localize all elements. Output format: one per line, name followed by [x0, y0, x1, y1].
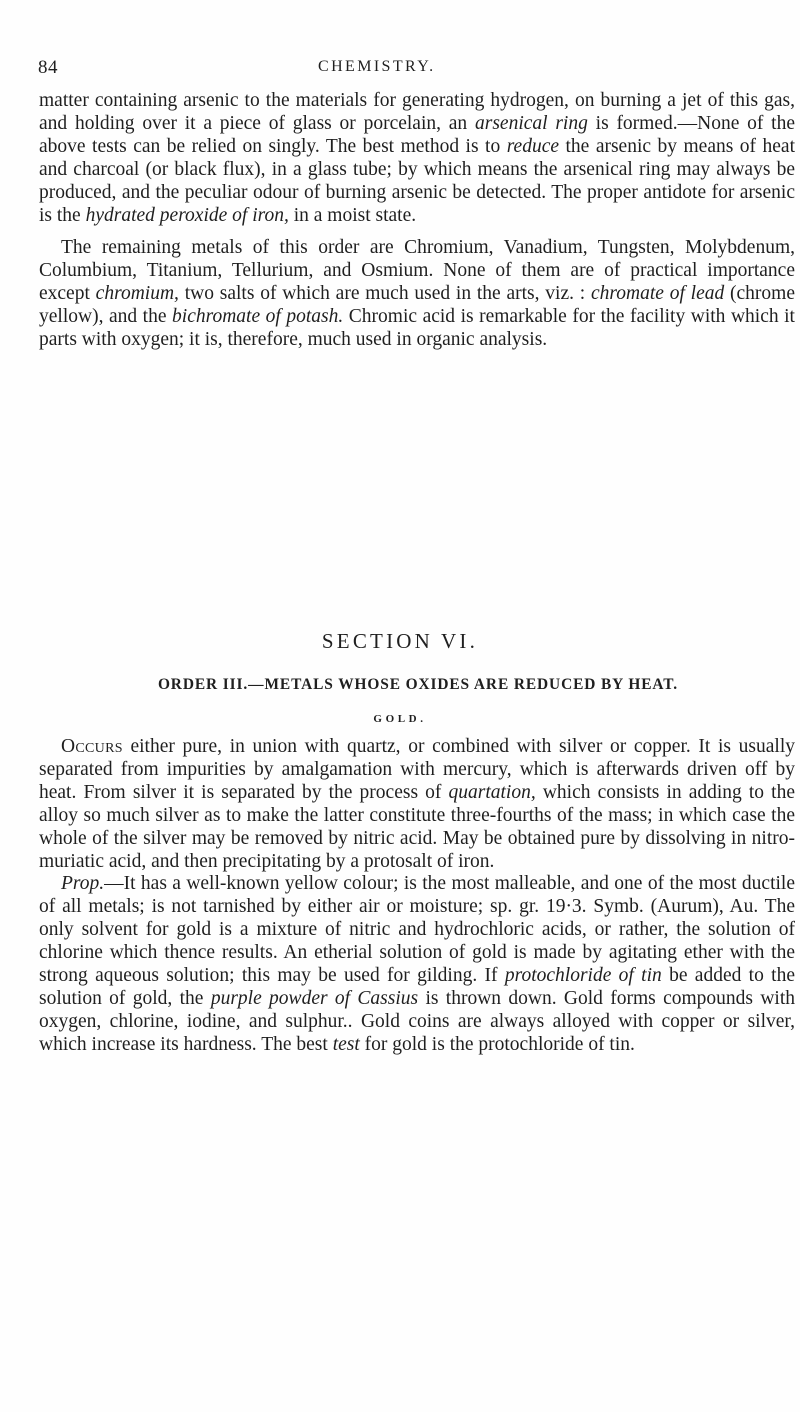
italic-run: test	[332, 1033, 360, 1055]
text-run: for gold is the protochloride of tin.	[359, 1033, 635, 1055]
body-text-top	[39, 90, 795, 352]
text-run: Chromic acid is remarkable for the facility with which it parts with oxygen; it is, therefore, much used in organic analysis.	[39, 306, 795, 351]
italic-run: chromate of lead	[590, 283, 725, 305]
section-heading: SECTION VI.	[321, 629, 479, 653]
text-run: be added to the solution of gold, the	[39, 965, 795, 1009]
text-run: in a moist state.	[288, 204, 417, 226]
running-title: CHEMISTRY.	[318, 58, 436, 75]
text-run: is thrown down. Gold forms compounds with oxygen, chlorine, iodine, and sulphur.. Gold coins are always alloyed with copper or silver, which increase its hardness. The best	[39, 987, 796, 1055]
subject-heading: GOLD.	[373, 713, 427, 725]
italic-run: reduce	[506, 135, 560, 157]
paragraph-gold-occurrence	[39, 736, 795, 873]
page-number: 84	[38, 57, 58, 78]
text-run: the arsenic by means of heat and charcoal (or black flux), in a glass tube; by which means the arsenical ring may always be produced, and the peculiar odour of burning arsenic be detected. The proper antidote for arsenic is the	[39, 135, 795, 226]
paragraph-arsenic-tests	[39, 90, 795, 227]
text-run: is formed.—None of the above tests can be relied on singly. The best method is to	[39, 112, 795, 157]
body-text-gold	[39, 736, 795, 1057]
paragraph-remaining-metals	[39, 237, 795, 352]
running-head	[38, 57, 800, 83]
italic-run: purple powder of Cassius	[210, 987, 419, 1009]
text-run: The remaining metals of this order are Chromium, Vanadium, Tungsten, Molybdenum, Columbium, Titanium, Tellurium, and Osmium. None of them are of practical importance except	[39, 237, 795, 305]
text-run: —It has a well-known yellow colour; is the most malleable, and one of the most ductile of all metals; is not tarnished by either air or moisture; sp. gr. 19·3. Symb. (Aurum), Au. The only solvent for gold is a mixture of nitric and hydrochloric acids, or rather, the solution of chlorine which thence results. An etherial solution of gold is made by agitating ether with the strong aqueous solution; this may be used for gilding. If	[39, 873, 795, 987]
text-run: (chrome yellow), and the	[39, 283, 795, 328]
text-run: either pure, in union with quartz, or combined with silver or copper. It is usually separated from impurities by amalgamation with mercury, which is afterwards driven off by heat. From silver it is separated by the process of	[39, 736, 795, 803]
italic-run: hydrated peroxide of iron,	[85, 204, 289, 226]
order-heading: ORDER III.—METALS WHOSE OXIDES ARE REDUCED BY HEAT.	[157, 676, 679, 693]
text-run: two salts of which are much used in the arts, viz. :	[178, 283, 591, 305]
italic-run: bichromate of potash.	[172, 306, 344, 328]
italic-run: arsenical ring	[474, 112, 588, 134]
italic-run: Prop.	[61, 873, 105, 895]
lead-word: Occurs	[61, 736, 123, 757]
paragraph-gold-properties	[39, 873, 795, 1056]
text-run: matter containing arsenic to the materials for generating hydrogen, on burning a jet of this gas, and holding over it a piece of glass or porcelain, an	[39, 90, 795, 134]
italic-run: quartation,	[448, 781, 536, 803]
italic-run: chromium,	[95, 283, 179, 305]
italic-run: protochloride of tin	[504, 965, 662, 987]
text-run: which consists in adding to the alloy so much silver as to make the latter constitute three-fourths of the mass; in which case the whole of the silver may be removed by nitric acid. May be obtained pure by dissolving in nitro-muriatic acid, and then precipitating by a protosalt of iron.	[39, 781, 795, 872]
